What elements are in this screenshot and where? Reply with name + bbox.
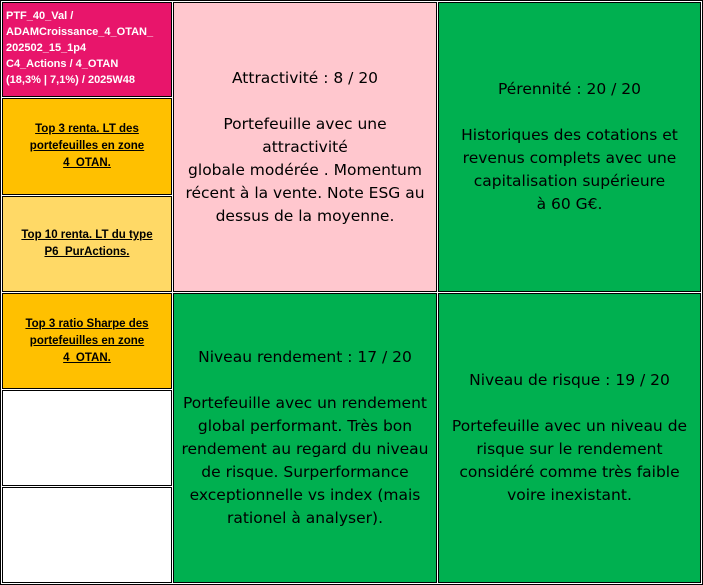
text-line: Portefeuille avec un rendement: [182, 394, 427, 412]
ranking-line: portefeuilles en zone: [29, 140, 145, 152]
text-line: globale modérée . Momentum: [188, 160, 422, 179]
text-line: voire inexistant.: [507, 486, 632, 504]
panel-text: [452, 415, 687, 507]
panel-perennite: [438, 2, 701, 292]
text-line: global performant. Très bon: [197, 417, 413, 435]
ranking-line: Top 3 renta. LT des: [35, 123, 139, 135]
text-line: exceptionnelle vs index (mais: [189, 486, 421, 504]
header-line: ADAMCroissance_4_OTAN_: [6, 26, 154, 38]
text-line: capitalisation supérieure: [473, 172, 666, 190]
ranking-line: 4_OTAN.: [63, 351, 111, 364]
portfolio-header: [2, 2, 172, 97]
panel-title: Attractivité : 8 / 20: [231, 68, 379, 87]
ranking-line: P6_PurActions.: [44, 246, 130, 258]
text-line: récent à la vente. Note ESG au: [185, 183, 425, 202]
text-line: revenus complets avec une: [462, 149, 677, 167]
panel-risque: [438, 293, 701, 583]
panel-title: Pérennité : 20 / 20: [497, 80, 642, 98]
ranking-top3-renta-link[interactable]: [30, 121, 144, 172]
header-line: (18,3% | 7,1%) / 2025W48: [6, 74, 136, 86]
ranking-line: Top 3 ratio Sharpe des: [25, 317, 149, 330]
text-line: considéré comme très faible: [459, 463, 680, 481]
ranking-line: 4_OTAN.: [63, 157, 111, 169]
header-line: PTF_40_Val /: [6, 10, 74, 22]
text-line: risque sur le rendement: [476, 440, 663, 458]
panel-attractivite: [173, 2, 437, 292]
ranking-top3-sharpe-link[interactable]: [25, 316, 148, 367]
text-line: dessus de la moyenne.: [215, 206, 395, 225]
header-line: 202502_15_1p4: [6, 42, 87, 54]
ranking-top3-sharpe: [2, 293, 172, 389]
text-line: Historiques des cotations et: [461, 126, 678, 144]
ranking-line: Top 10 renta. LT du type: [21, 229, 153, 241]
panel-text: [180, 113, 430, 228]
text-line: Portefeuille avec une attractivité: [223, 114, 387, 156]
ranking-top10-renta-link[interactable]: [21, 227, 152, 261]
ranking-line: portefeuilles en zone: [29, 334, 145, 347]
ranking-top3-renta: [2, 98, 172, 195]
ranking-top10-renta: [2, 196, 172, 292]
empty-cell: [2, 390, 172, 486]
text-line: à 60 G€.: [536, 195, 603, 213]
text-line: Portefeuille avec un niveau de: [451, 417, 688, 435]
empty-cell: [2, 487, 172, 583]
text-line: rendement au regard du niveau: [181, 440, 429, 458]
text-line: de risque. Surperformance: [201, 463, 409, 481]
text-line: rationel à analyser).: [226, 509, 383, 527]
header-line: C4_Actions / 4_OTAN: [6, 58, 119, 70]
panel-title: Niveau de risque : 19 / 20: [469, 371, 670, 389]
panel-text: [461, 124, 678, 216]
panel-title: Niveau rendement : 17 / 20: [198, 348, 412, 366]
panel-rendement: [173, 293, 437, 583]
panel-text: [181, 392, 428, 530]
